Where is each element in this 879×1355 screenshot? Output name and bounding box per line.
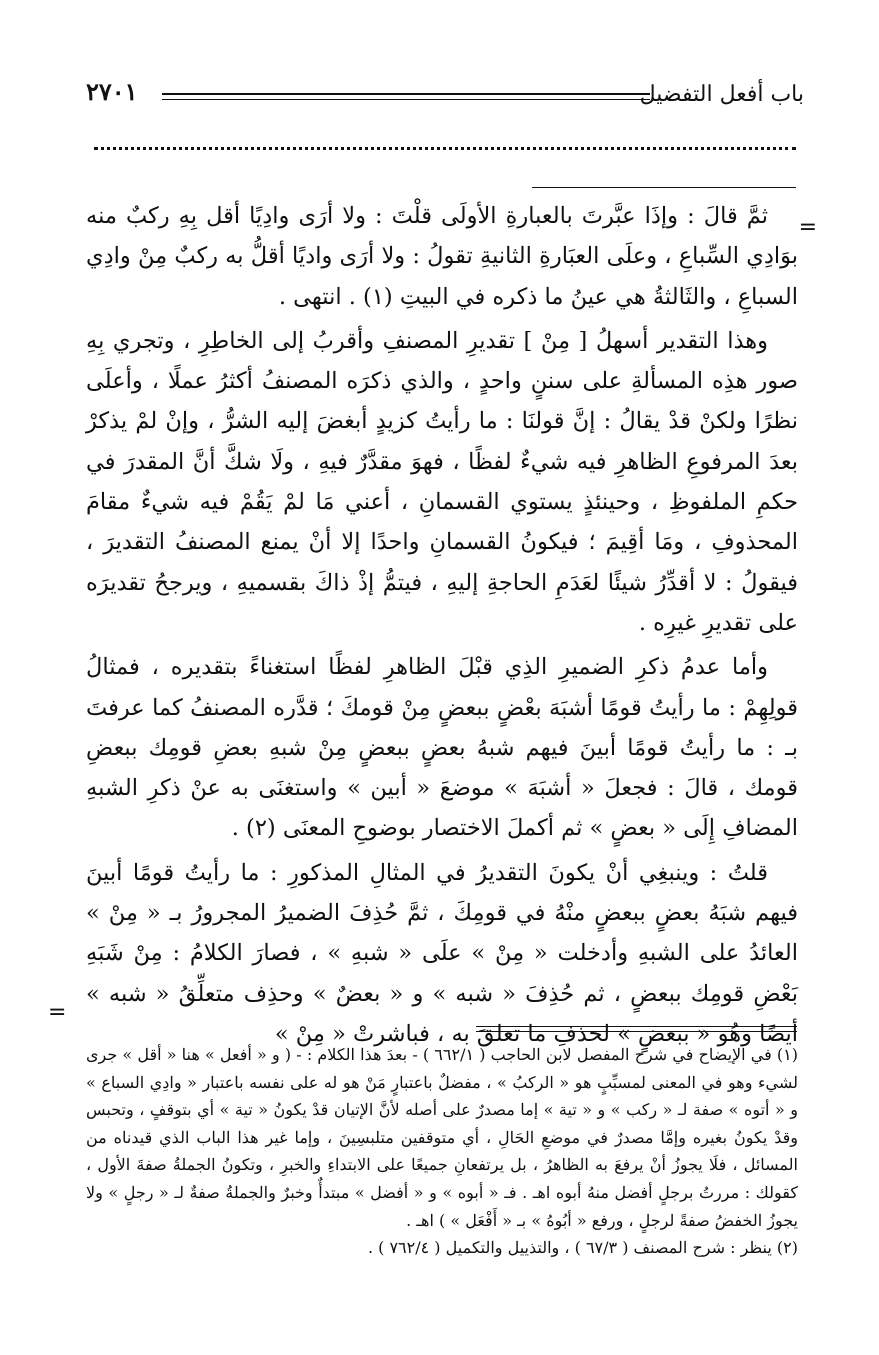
page-number: ٢٧٠١ (86, 77, 138, 106)
footnote-2: (٢) ينظر : شرح المصنف ( ٦٧/٣ ) ، والتذييل والتكميل ( ٧٦٢/٤ ) . (367, 1238, 798, 1258)
continuation-rule (532, 187, 796, 188)
dotted-separator (94, 147, 796, 150)
footnote-1: (١) في الإيضاح في شرح المفصل لابن الحاجب ( ٦٦٢/١ ) - بعدَ هذا الكلام : - ( و « أفعل » هنا « أقل » جرى لشيء وهو في المعنى لمسبِّبٍ هو « الركبُ » ، مفضلٌ باعتبارٍ مَنْ هو له على نفسه باعتبار « وادِي السباع » و « أتوه » صفة لـ « ركب » و « تية » إما مصدرٌ على أصله لأنَّ الإتيان قدْ يكونُ « تية » أي بتوقفٍ ، وتحبس وقدْ يكونُ بغيره وإمَّا مصدرٌ في موضعِ الحَالِ ، أي متوقفين متلبسِينَ ، وإما غير هذا الباب الذي قيدناه من المسائل ، فلَا يجوزُ أنْ يرفعَ به الظاهرُ ، بل يرتفعانِ جميعًا على الابتداءِ والخبرِ ، وتكونُ الجملةُ صفةَ الأول ، كقولك : مررتُ برجلٍ أفضل منهُ أبوه اهـ . فـ « أبوه » و « أفضل » مبتدأٌ وخبرٌ والجملةُ صفةٌ لـ « رجلٍ » ولا يجوزُ الخفضُ صفةً لرجلٍ ، ورفع « أبُوهُ » بـ « أَفْعَل » ) اهـ . (86, 1045, 799, 1230)
running-header-title: باب أفعل التفضيل (639, 82, 804, 107)
footnotes (86, 1041, 798, 1262)
continuation-mark-end: = (48, 1000, 67, 1025)
paragraph-1: ثمَّ قالَ : وإذَا عبَّرتَ بالعبارةِ الأولَى قلْتَ : ولا أرَى وادِيًا أقل بِهِ ركبٌ منه بوَادِي السِّباعِ ، وعلَى العبَارةِ الثانيةِ تقولُ : ولا أرَى واديًا أقلُّ به ركبٌ مِنْ وادِي السباعِ ، والثَالثةُ هي عينُ ما ذكره في البيتِ (١) . انتهى . (86, 203, 798, 310)
paragraph-3: وأما عدمُ ذكرِ الضميرِ الذِي قبْلَ الظاهرِ لفظًا استغناءً بتقديره ، فمثالُ قولِهِمْ : ما رأيتُ قومًا أشبَهَ بعْضٍ ببعضٍ مِنْ قومكَ ؛ قدَّره المصنفُ كما عرفتَ بـ : ما رأيتُ قومًا أبينَ فيهم شبهُ بعضٍ ببعضٍ مِنْ شبهِ بعضِ قومِك ببعضِ قومك ، قالَ : فجعلَ « أشبَهَ » موضعَ « أبين » واستغنَى به عنْ ذكرِ الشبهِ المضافِ إِلَى « بعضٍ » ثم أكملَ الاختصار بوضوحِ المعنَى (٢) . (86, 654, 798, 842)
footnote-rule-second (476, 1031, 797, 1032)
continuation-mark-start: = (798, 215, 817, 240)
paragraph-4: قلتُ : وينبغِي أنْ يكونَ التقديرُ في المثالِ المذكورِ : ما رأيتُ قومًا أبينَ فيهم شبَهُ بعضٍ ببعضٍ منْهُ في قومِكَ ، ثمَّ حُذِفَ الضميرُ المجرورُ بـ « مِنْ » العائدُ على الشبهِ وأدخلت « مِنْ » علَى « شبهِ » ، فصارَ الكلامُ : مِنْ شَبَهِ بَعْضِ قومِك ببعضٍ ، ثم حُذِفَ « شبه » و « بعضٌ » وحذِف متعلِّقُ « شبه » أيضًا وهُو « ببعضٍ » لحذفِ ما تعلقَ به ، فباشرتْ « مِنْ » (86, 859, 798, 1047)
header-rule-thin (162, 99, 650, 100)
footnote-rule (476, 1026, 797, 1027)
main-text (86, 196, 798, 1058)
header-rule (162, 93, 650, 95)
paragraph-2: وهذا التقدير أسهلُ [ مِنْ ] تقديرِ المصنفِ وأقربُ إلى الخاطِرِ ، وتجري بِهِ صور هذِه المسألةِ على سننٍ واحدٍ ، والذي ذكرَه المصنفُ أكثرُ عملًا ، وأعلَى نظرًا ولكنْ قدْ يقالُ : إنَّ قولنَا : ما رأيتُ كزيدٍ أبغضَ إليه الشرُّ ، وإنْ لمْ يذكرْ بعدَ المرفوعِ الظاهرِ فيه شيءٌ لفظًا ، فهوَ مقدَّرٌ فيهِ ، ولَا شكَّ أنَّ المقدرَ في حكمِ الملفوظِ ، وحينئذٍ يستوي القسمانِ ، أعني مَا لمْ يَقُمْ فيه شيءٌ مقامَ المحذوفِ ، ومَا أقِيمَ ؛ فيكونُ القسمانِ واحدًا إلا أنْ يمنع المصنفُ التقديرَ ، فيقولُ : لا أقدِّرُ شيئًا لعَدَمِ الحاجةِ إليهِ ، فيتمُّ إذْ ذاكَ بقسميهِ ، ويرجحُ تقديرَه على تقديرِ غيرِه . (86, 327, 798, 636)
